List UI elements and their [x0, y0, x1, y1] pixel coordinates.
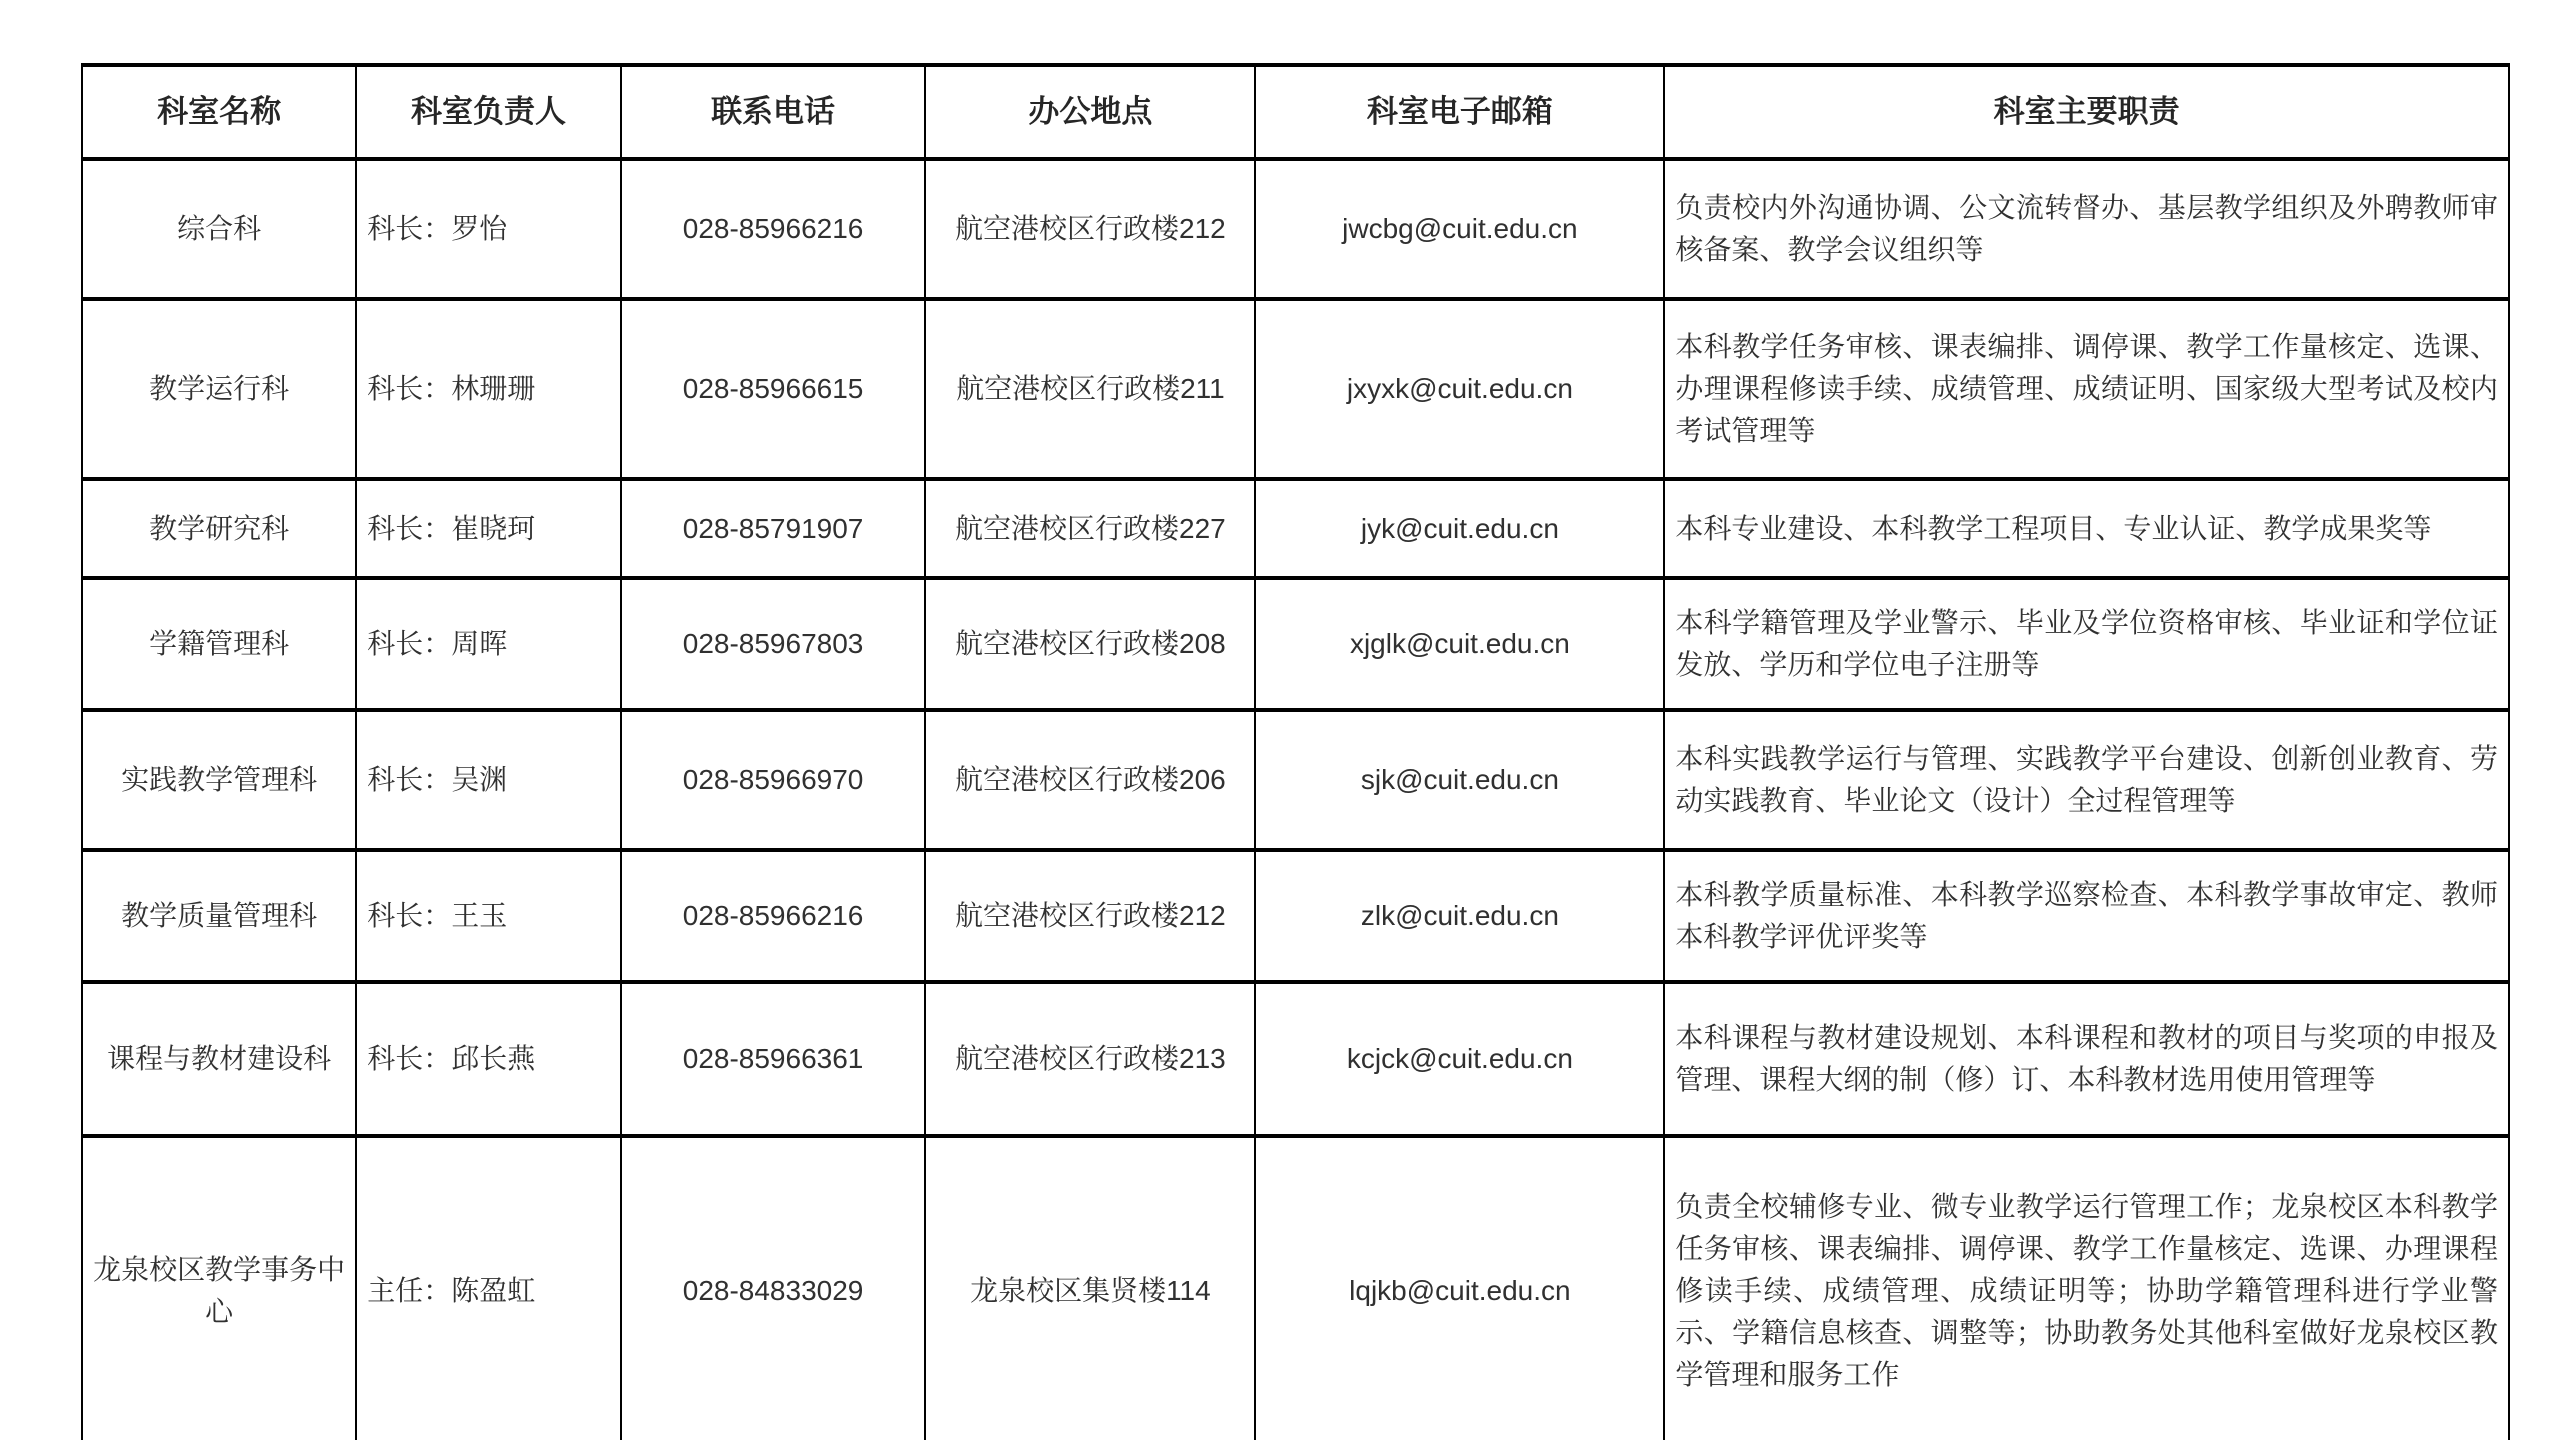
cell-dept-name: 教学研究科: [82, 479, 356, 578]
table-row: [82, 1136, 2509, 1440]
cell-dept-head: 科长：崔晓珂: [356, 479, 621, 578]
cell-duties: 负责校内外沟通协调、公文流转督办、基层教学组织及外聘教师审核备案、教学会议组织等: [1664, 159, 2509, 299]
header-office: 办公地点: [925, 65, 1255, 159]
cell-email: kcjck@cuit.edu.cn: [1255, 982, 1664, 1136]
header-duties: 科室主要职责: [1664, 65, 2509, 159]
table-row: [82, 159, 2509, 299]
cell-dept-name: 教学运行科: [82, 299, 356, 479]
cell-dept-name: 学籍管理科: [82, 578, 356, 710]
cell-email: lqjkb@cuit.edu.cn: [1255, 1136, 1664, 1440]
cell-dept-head: 科长：罗怡: [356, 159, 621, 299]
table-header-row: [82, 65, 2509, 159]
cell-dept-head: 科长：林珊珊: [356, 299, 621, 479]
cell-dept-name: 龙泉校区教学事务中心: [82, 1136, 356, 1440]
cell-dept-head: 科长：周晖: [356, 578, 621, 710]
cell-email: jwcbg@cuit.edu.cn: [1255, 159, 1664, 299]
cell-office: 龙泉校区集贤楼114: [925, 1136, 1255, 1440]
header-dept-head: 科室负责人: [356, 65, 621, 159]
table-row: [82, 710, 2509, 850]
cell-dept-name: 课程与教材建设科: [82, 982, 356, 1136]
table-row: [82, 479, 2509, 578]
cell-phone: 028-85966216: [621, 850, 926, 982]
cell-phone: 028-85967803: [621, 578, 926, 710]
cell-duties: 本科实践教学运行与管理、实践教学平台建设、创新创业教育、劳动实践教育、毕业论文（设计）全过程管理等: [1664, 710, 2509, 850]
cell-email: jxyxk@cuit.edu.cn: [1255, 299, 1664, 479]
header-email: 科室电子邮箱: [1255, 65, 1664, 159]
cell-office: 航空港校区行政楼212: [925, 850, 1255, 982]
cell-email: sjk@cuit.edu.cn: [1255, 710, 1664, 850]
cell-dept-name: 综合科: [82, 159, 356, 299]
cell-phone: 028-85791907: [621, 479, 926, 578]
cell-duties: 本科学籍管理及学业警示、毕业及学位资格审核、毕业证和学位证发放、学历和学位电子注册等: [1664, 578, 2509, 710]
cell-duties: 负责全校辅修专业、微专业教学运行管理工作；龙泉校区本科教学任务审核、课表编排、调停课、教学工作量核定、选课、办理课程修读手续、成绩管理、成绩证明等；协助学籍管理科进行学业警示、学籍信息核查、调整等；协助教务处其他科室做好龙泉校区教学管理和服务工作: [1664, 1136, 2509, 1440]
table-row: [82, 982, 2509, 1136]
cell-office: 航空港校区行政楼206: [925, 710, 1255, 850]
cell-duties: 本科课程与教材建设规划、本科课程和教材的项目与奖项的申报及管理、课程大纲的制（修）订、本科教材选用使用管理等: [1664, 982, 2509, 1136]
cell-dept-name: 实践教学管理科: [82, 710, 356, 850]
header-dept-name: 科室名称: [82, 65, 356, 159]
cell-phone: 028-85966216: [621, 159, 926, 299]
table-row: [82, 850, 2509, 982]
cell-duties: 本科教学质量标准、本科教学巡察检查、本科教学事故审定、教师本科教学评优评奖等: [1664, 850, 2509, 982]
cell-office: 航空港校区行政楼213: [925, 982, 1255, 1136]
cell-office: 航空港校区行政楼227: [925, 479, 1255, 578]
cell-dept-head: 主任：陈盈虹: [356, 1136, 621, 1440]
cell-phone: 028-85966615: [621, 299, 926, 479]
cell-dept-name: 教学质量管理科: [82, 850, 356, 982]
cell-phone: 028-85966361: [621, 982, 926, 1136]
cell-phone: 028-85966970: [621, 710, 926, 850]
cell-duties: 本科专业建设、本科教学工程项目、专业认证、教学成果奖等: [1664, 479, 2509, 578]
cell-dept-head: 科长：王玉: [356, 850, 621, 982]
cell-dept-head: 科长：邱长燕: [356, 982, 621, 1136]
table-row: [82, 299, 2509, 479]
table-row: [82, 578, 2509, 710]
cell-office: 航空港校区行政楼212: [925, 159, 1255, 299]
cell-duties: 本科教学任务审核、课表编排、调停课、教学工作量核定、选课、办理课程修读手续、成绩管理、成绩证明、国家级大型考试及校内考试管理等: [1664, 299, 2509, 479]
cell-office: 航空港校区行政楼211: [925, 299, 1255, 479]
cell-email: xjglk@cuit.edu.cn: [1255, 578, 1664, 710]
cell-office: 航空港校区行政楼208: [925, 578, 1255, 710]
header-phone: 联系电话: [621, 65, 926, 159]
cell-email: zlk@cuit.edu.cn: [1255, 850, 1664, 982]
cell-dept-head: 科长：吴渊: [356, 710, 621, 850]
cell-phone: 028-84833029: [621, 1136, 926, 1440]
cell-email: jyk@cuit.edu.cn: [1255, 479, 1664, 578]
departments-table: [81, 63, 2510, 1440]
